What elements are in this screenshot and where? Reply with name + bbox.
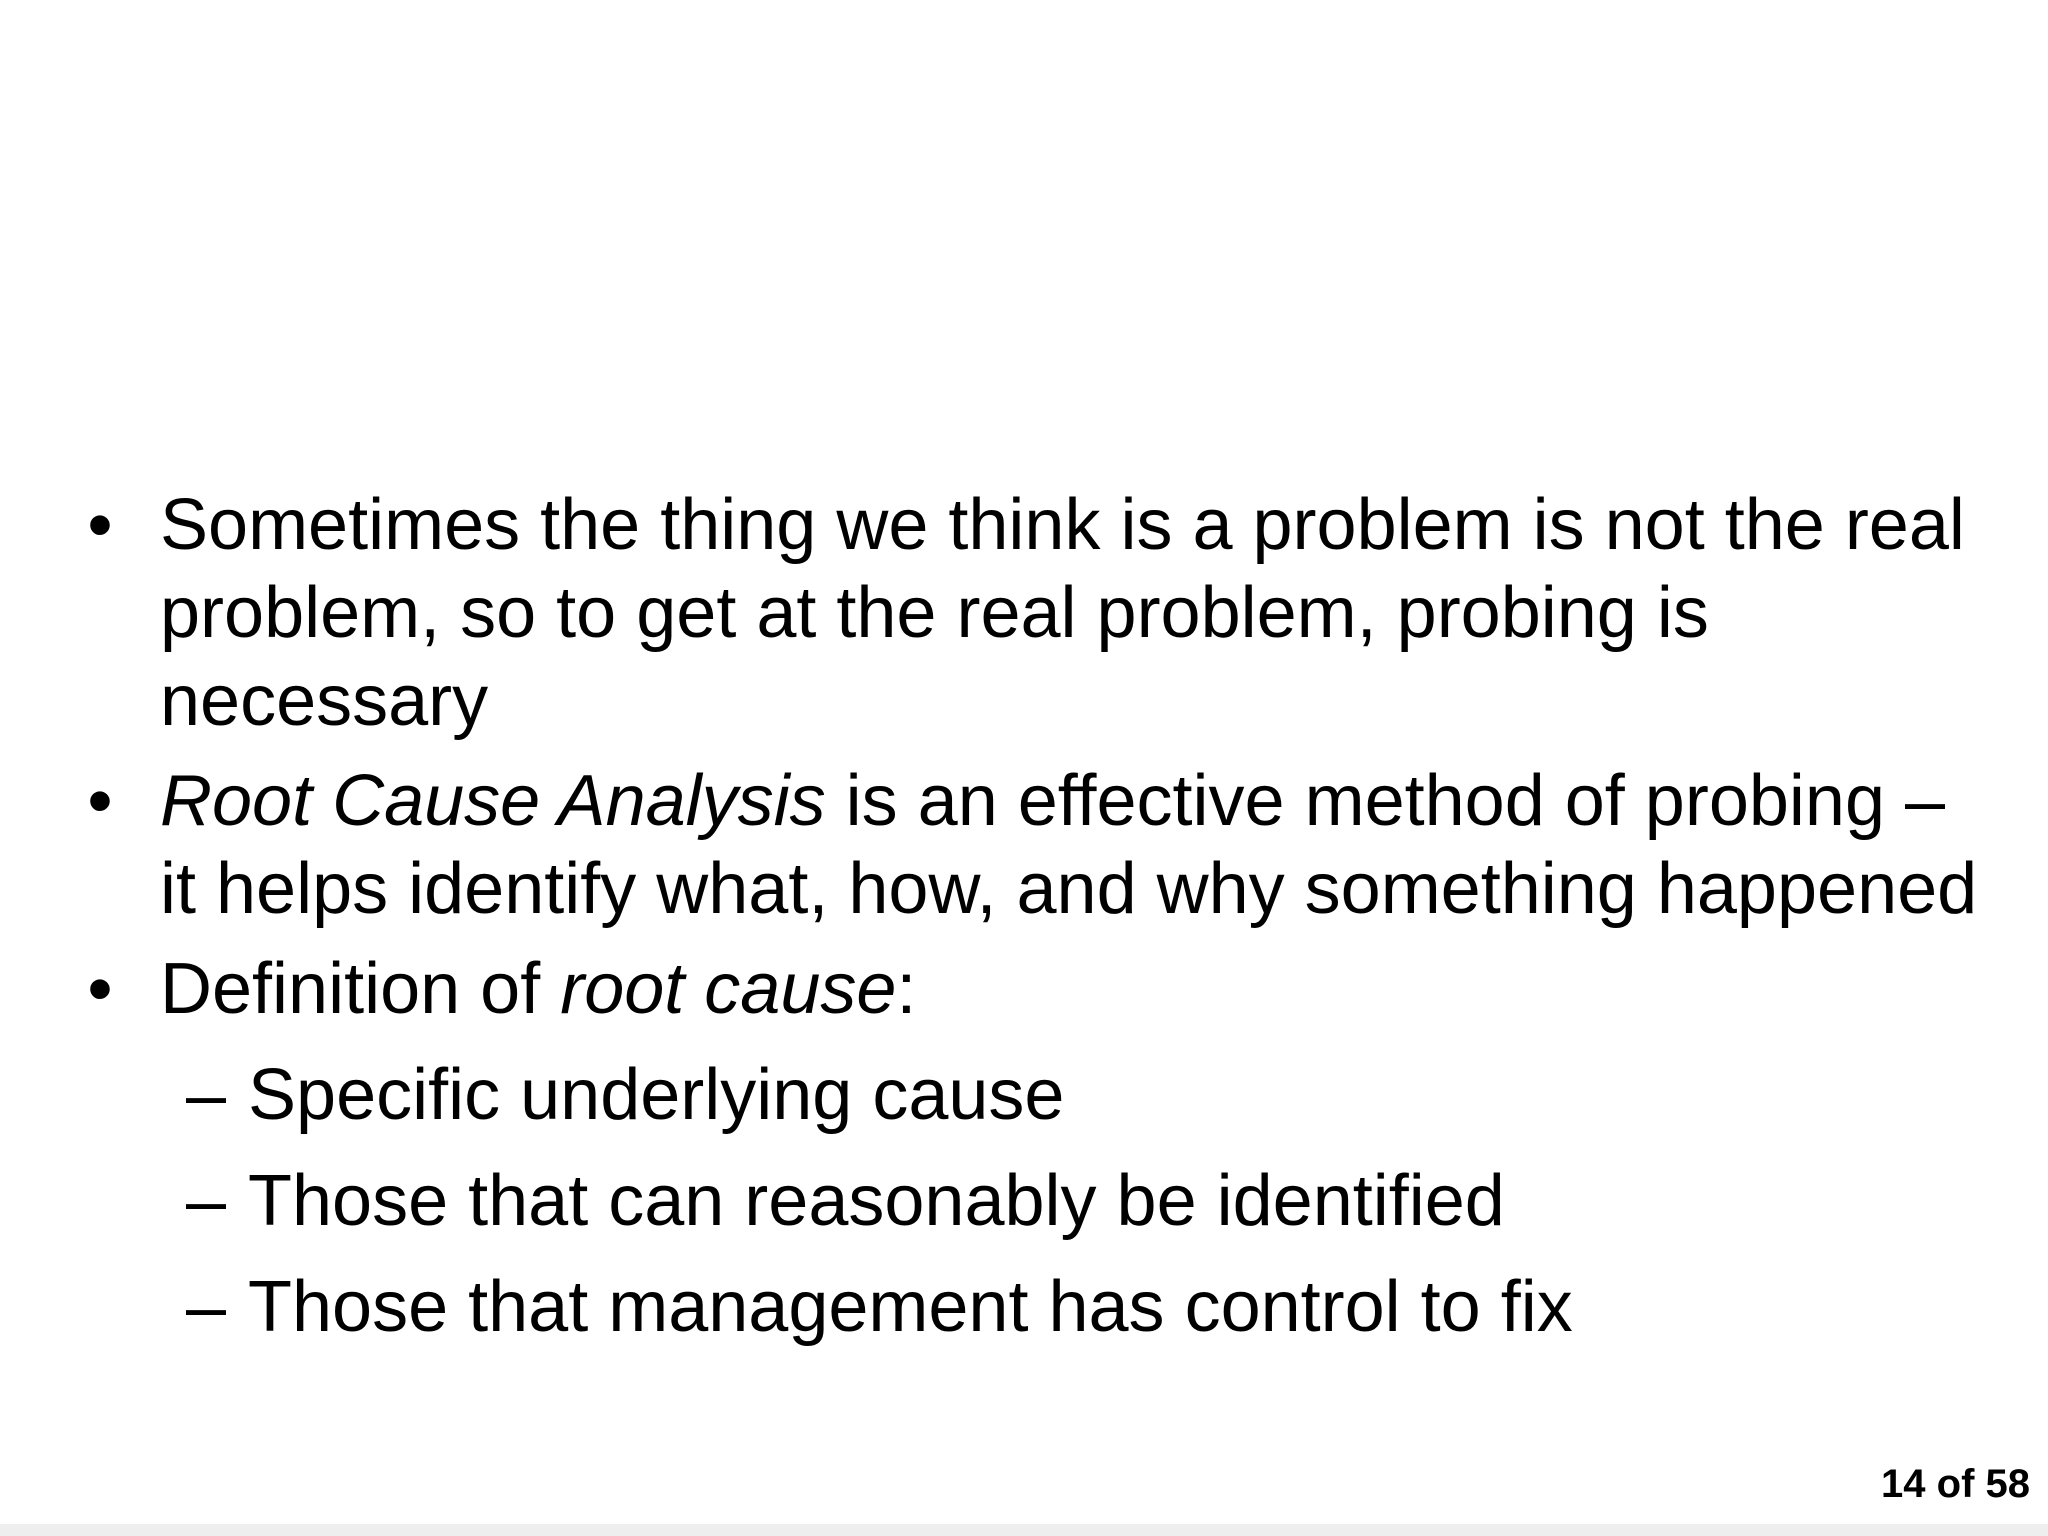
- bullet-item-2: [80, 757, 1980, 933]
- bullet-text: is an effective method of probing – it helps identify what, how, and why something happened: [160, 761, 1978, 929]
- bullet-dot-icon: •: [87, 485, 113, 565]
- bullet-emphasis: root cause: [560, 949, 897, 1029]
- bullet-dot-icon: •: [87, 949, 113, 1029]
- bullet-text-prefix: Definition of: [160, 949, 561, 1029]
- dash-icon: –: [186, 1161, 227, 1241]
- dash-icon: –: [186, 1055, 227, 1135]
- bullet-dot-icon: •: [87, 761, 113, 841]
- bullet-list: [80, 481, 1980, 1369]
- sub-bullet-text: Those that management has control to fix: [248, 1267, 1573, 1347]
- sub-bullet-text: Those that can reasonably be identified: [248, 1161, 1505, 1241]
- bullet-item-1: [80, 481, 1980, 745]
- dash-icon: –: [186, 1267, 227, 1347]
- sub-bullet-item-1: [80, 1051, 1980, 1139]
- sub-bullet-text: Specific underlying cause: [248, 1055, 1065, 1135]
- bullet-text: Sometimes the thing we think is a problem is not the real problem, so to get at the real problem, probing is necessary: [160, 485, 1965, 741]
- sub-bullet-item-2: [80, 1157, 1980, 1245]
- bottom-strip: [0, 1524, 2048, 1536]
- bullet-emphasis: Root Cause Analysis: [160, 761, 826, 841]
- sub-bullet-item-3: [80, 1263, 1980, 1351]
- bullet-item-3: [80, 945, 1980, 1033]
- bullet-text-suffix: :: [896, 949, 917, 1029]
- page-number: 14 of 58: [1881, 1462, 2030, 1506]
